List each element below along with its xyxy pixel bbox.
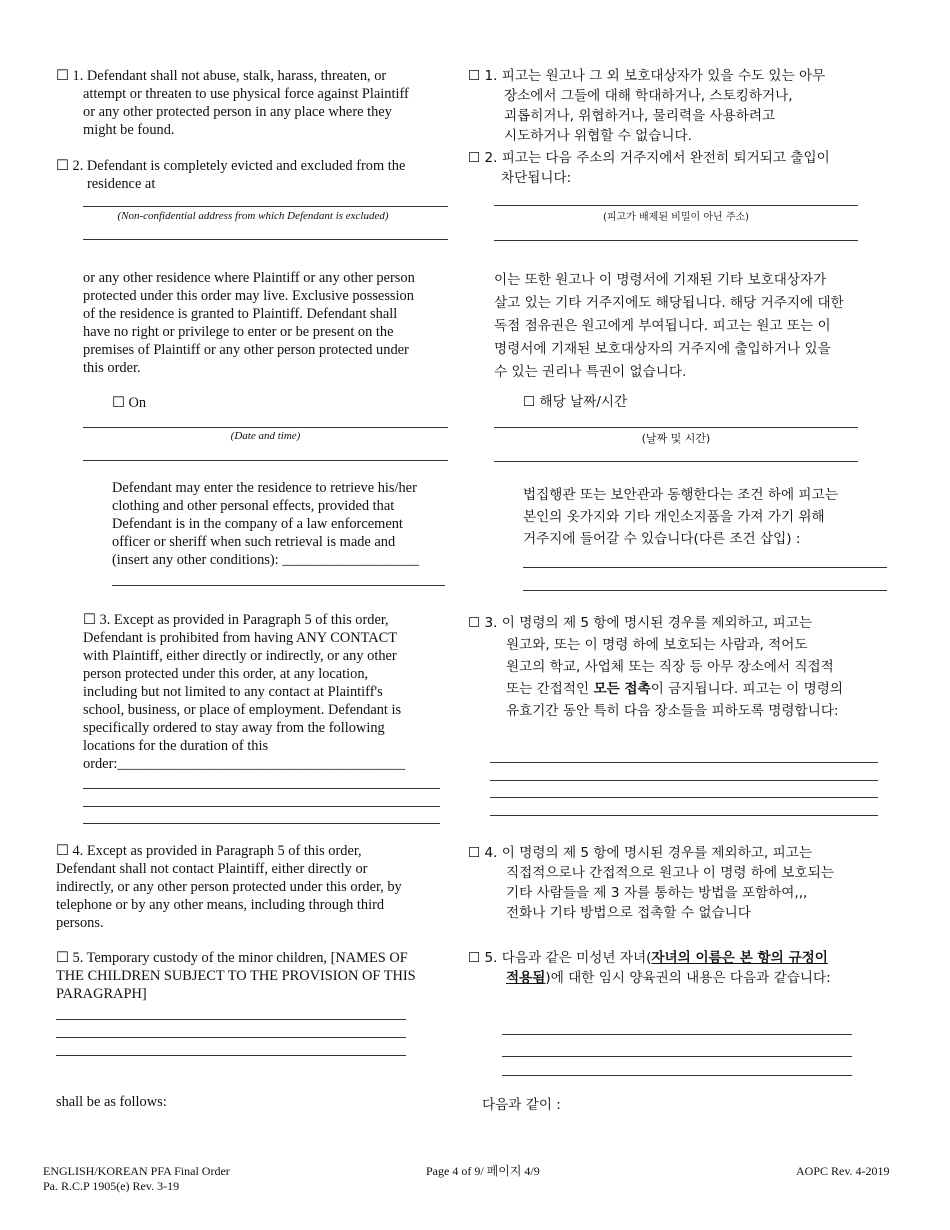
en-retrieve xyxy=(112,479,452,569)
en-item-1-line: ☐ 1. Defendant shall not abuse, stalk, harass, threaten, or xyxy=(56,68,387,84)
en-item-2 xyxy=(56,157,456,193)
ko-date-checkbox[interactable]: ☐ 해당 날짜/시간 xyxy=(523,394,628,410)
ko-address-line[interactable] xyxy=(494,205,858,206)
en-item-2-cont-line: of the residence is granted to Plaintiff. Defendant shall xyxy=(83,306,398,322)
en-item-3-line: specifically ordered to stay away from the following xyxy=(83,720,385,736)
ko-item-1-line: 장소에서 그들에 대해 학대하거나, 스토킹하거나, xyxy=(504,88,793,104)
en-item-3-line: school, business, or place of employment. Defendant is xyxy=(83,702,402,718)
footer-form-name: ENGLISH/KOREAN PFA Final Order xyxy=(43,1164,230,1178)
ko-item-2-line: 차단됩니다: xyxy=(501,170,572,186)
ko-location-line[interactable] xyxy=(490,762,878,763)
ko-location-line[interactable] xyxy=(490,780,878,781)
en-item-2-continuation xyxy=(83,269,453,377)
ko-item-2-cont-line: 수 있는 권리나 특권이 없습니다. xyxy=(494,364,687,380)
en-retrieve-line: clothing and other personal effects, provided that xyxy=(112,498,395,514)
en-item-4 xyxy=(56,842,456,932)
footer-page-number: Page 4 of 9/ 페이지 4/9 xyxy=(426,1164,540,1178)
ko-address-line-2[interactable] xyxy=(494,240,858,241)
ko-item-4-line: ☐ 4. 이 명령의 제 5 항에 명시된 경우를 제외하고, 피고는 xyxy=(468,845,812,861)
ko-date-line[interactable] xyxy=(494,427,858,428)
en-item-2-cont-line: protected under this order may live. Exclusive possession xyxy=(83,288,414,304)
ko-item-2 xyxy=(468,148,908,188)
en-location-line[interactable] xyxy=(83,788,440,789)
ko-item-1 xyxy=(468,66,908,146)
ko-item-3-text: 이 금지됩니다. 피고는 이 명령의 xyxy=(650,681,844,697)
ko-item-3-line xyxy=(468,678,908,700)
en-address-line-2[interactable] xyxy=(83,239,448,240)
ko-item-5-text: ☐ 5. 다음과 같은 미성년 자녀( xyxy=(468,950,652,966)
en-item-2-cont-line: or any other residence where Plaintiff or any other person xyxy=(83,270,415,286)
en-item-4-line: Defendant shall not contact Plaintiff, either directly or xyxy=(56,861,368,877)
en-item-1-line: or any other protected person in any place where they xyxy=(83,104,392,120)
ko-item-4-line: 직접적으로나 간접적으로 원고나 이 명령 하에 보호되는 xyxy=(506,865,834,881)
footer-rule-ref: Pa. R.C.P 1905(e) Rev. 3-19 xyxy=(43,1179,180,1193)
en-item-3-line: locations for the duration of this xyxy=(83,738,269,754)
ko-item-4-line: 전화나 기타 방법으로 접촉할 수 없습니다 xyxy=(506,905,751,921)
ko-retrieve-line: 거주지에 들어갈 수 있습니다(다른 조건 삽입) : xyxy=(523,531,801,547)
ko-retrieve-line-blank[interactable] xyxy=(523,590,887,591)
en-retrieve-line: Defendant is in the company of a law enforcement xyxy=(112,516,403,532)
ko-item-3-line: 유효기간 동안 특히 다음 장소들을 피하도록 명령합니다: xyxy=(506,703,839,719)
en-item-2-cont-line: have no right or privilege to enter or be present on the xyxy=(83,324,394,340)
en-item-4-line: persons. xyxy=(56,915,104,931)
en-follows: shall be as follows: xyxy=(56,1094,167,1110)
ko-item-1-line: 괴롭히거나, 위협하거나, 물리력을 사용하려고 xyxy=(504,108,776,124)
en-item-5-line: ☐ 5. Temporary custody of the minor children, [NAMES OF xyxy=(56,950,408,966)
en-children-line[interactable] xyxy=(56,1055,406,1056)
en-item-2-line: residence at xyxy=(87,176,156,192)
ko-item-5-emphasis: 적용됨 xyxy=(506,970,546,986)
ko-item-3-text: 또는 간접적인 xyxy=(506,681,594,697)
ko-item-5-emphasis: 자녀의 이름은 본 항의 규정이 xyxy=(651,950,828,966)
ko-item-2-cont-line: 독점 점유권은 원고에게 부여됩니다. 피고는 원고 또는 이 xyxy=(494,318,831,334)
en-item-3 xyxy=(83,611,453,773)
en-item-4-line: indirectly, or any other person protected under this order, by xyxy=(56,879,402,895)
ko-item-2-cont-line: 명령서에 기재된 보호대상자의 거주지에 출입하거나 있을 xyxy=(494,341,831,357)
footer-revision: AOPC Rev. 4-2019 xyxy=(796,1164,890,1178)
en-children-line[interactable] xyxy=(56,1019,406,1020)
footer-form-title xyxy=(43,1164,230,1194)
ko-item-3-line: 원고의 학교, 사업체 또는 직장 등 아무 장소에서 직접적 xyxy=(506,659,834,675)
ko-item-4 xyxy=(468,843,908,923)
en-on-checkbox[interactable]: ☐ On xyxy=(112,395,147,411)
en-address-line[interactable] xyxy=(83,206,448,207)
en-date-line[interactable] xyxy=(83,427,448,428)
en-item-5 xyxy=(56,949,456,1003)
ko-item-3-emphasis: 모든 접촉 xyxy=(593,681,651,697)
en-location-line[interactable] xyxy=(83,806,440,807)
en-date-line-2[interactable] xyxy=(83,460,448,461)
ko-item-5 xyxy=(468,948,908,988)
en-item-1 xyxy=(56,67,456,139)
ko-item-3-line: ☐ 3. 이 명령의 제 5 항에 명시된 경우를 제외하고, 피고는 xyxy=(468,615,812,631)
en-item-3-line: ☐ 3. Except as provided in Paragraph 5 of this order, xyxy=(83,612,389,628)
ko-item-1-line: ☐ 1. 피고는 원고나 그 외 보호대상자가 있을 수도 있는 아무 xyxy=(468,68,826,84)
en-children-line[interactable] xyxy=(56,1037,406,1038)
ko-children-line[interactable] xyxy=(502,1056,852,1057)
ko-date-caption: (날짜 및 시간) xyxy=(641,432,711,445)
ko-children-line[interactable] xyxy=(502,1034,852,1035)
ko-item-3 xyxy=(468,612,908,722)
ko-item-5-line xyxy=(468,968,908,988)
en-item-4-line: telephone or by any other means, including through third xyxy=(56,897,385,913)
ko-address-caption: (피고가 배제된 비밀이 아닌 주소) xyxy=(602,212,750,223)
ko-item-2-cont-line: 살고 있는 기타 거주지에도 해당됩니다. 해당 거주지에 대한 xyxy=(494,295,844,311)
en-item-3-line: including but not limited to any contact at Plaintiff's xyxy=(83,684,383,700)
ko-item-2-cont-line: 이는 또한 원고나 이 명령서에 기재된 기타 보호대상자가 xyxy=(494,272,827,288)
en-item-2-line: ☐ 2. Defendant is completely evicted and excluded from the xyxy=(56,158,406,174)
en-item-4-line: ☐ 4. Except as provided in Paragraph 5 of this order, xyxy=(56,843,362,859)
ko-item-2-line: ☐ 2. 피고는 다음 주소의 거주지에서 완전히 퇴거되고 출입이 xyxy=(468,150,830,166)
en-item-3-line: person protected under this order, at any location, xyxy=(83,666,369,682)
ko-follows: 다음과 같이 : xyxy=(482,1097,561,1113)
ko-children-line[interactable] xyxy=(502,1075,852,1076)
ko-retrieve-line-blank[interactable] xyxy=(523,567,887,568)
ko-item-4-line: 기타 사람들을 제 3 자를 통하는 방법을 포함하여,,, xyxy=(506,885,808,901)
en-item-2-cont-line: this order. xyxy=(83,360,141,376)
en-item-5-line: PARAGRAPH] xyxy=(56,986,147,1002)
en-item-5-line: THE CHILDREN SUBJECT TO THE PROVISION OF THIS xyxy=(56,968,416,984)
ko-item-5-line xyxy=(468,948,908,968)
en-retrieve-line: officer or sheriff when such retrieval is made and xyxy=(112,534,396,550)
ko-retrieve xyxy=(523,484,903,550)
en-item-3-line: with Plaintiff, either directly or indirectly, or any other xyxy=(83,648,397,664)
ko-retrieve-line: 법집행관 또는 보안관과 동행한다는 조건 하에 피고는 xyxy=(523,487,838,503)
en-item-2-cont-line: premises of Plaintiff or any other person protected under xyxy=(83,342,409,358)
en-item-3-line: Defendant is prohibited from having ANY CONTACT xyxy=(83,630,398,646)
en-retrieve-line: Defendant may enter the residence to retrieve his/her xyxy=(112,480,417,496)
en-item-3-line: order:________________________________________ xyxy=(83,756,406,772)
ko-location-line[interactable] xyxy=(490,797,878,798)
en-item-1-line: might be found. xyxy=(83,122,175,138)
ko-location-line[interactable] xyxy=(490,815,878,816)
en-location-line[interactable] xyxy=(83,823,440,824)
en-address-caption: (Non-confidential address from which Defendant is excluded) xyxy=(117,210,389,222)
ko-item-5-text: )에 대한 임시 양육권의 내용은 다음과 같습니다: xyxy=(545,970,831,986)
ko-item-3-line: 원고와, 또는 이 명령 하에 보호되는 사람과, 적어도 xyxy=(506,637,808,653)
ko-date-line-2[interactable] xyxy=(494,461,858,462)
en-retrieve-line: (insert any other conditions): ___________________ xyxy=(112,552,419,568)
en-retrieve-line-blank[interactable] xyxy=(112,585,445,586)
ko-item-1-line: 시도하거나 위협할 수 없습니다. xyxy=(504,128,692,144)
en-date-caption: (Date and time) xyxy=(230,430,301,442)
en-item-1-line: attempt or threaten to use physical force against Plaintiff xyxy=(83,86,409,102)
ko-item-2-continuation xyxy=(494,269,914,384)
ko-retrieve-line: 본인의 옷가지와 기타 개인소지품을 가져 가기 위해 xyxy=(523,509,825,525)
